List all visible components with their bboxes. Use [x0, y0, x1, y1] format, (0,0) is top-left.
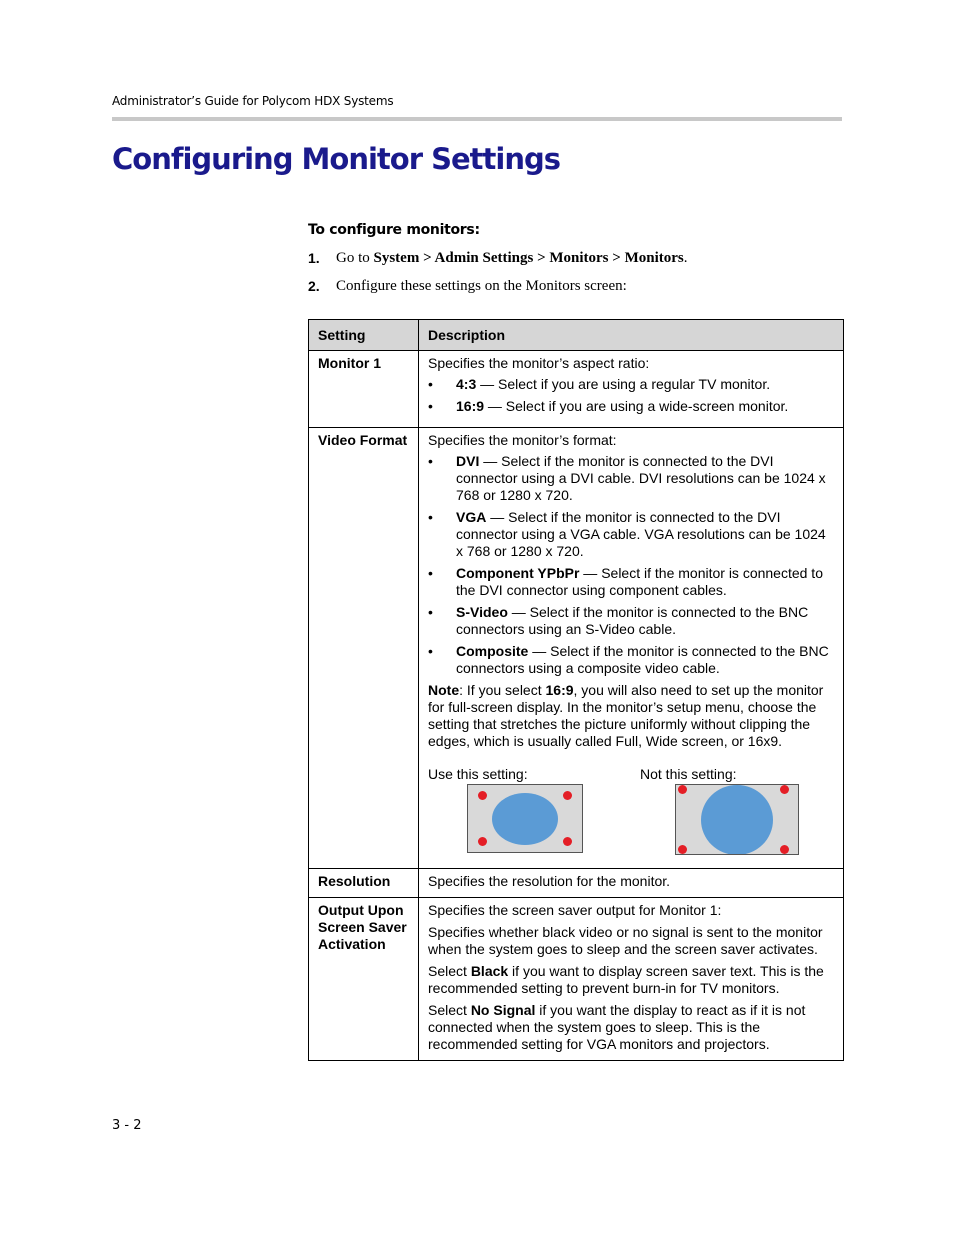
- use-setting-label: Use this setting:: [428, 766, 528, 782]
- correct-aspect-image: [467, 784, 583, 853]
- option-text: — Select if you are using a regular TV monitor.: [476, 376, 771, 392]
- description-paragraph: Specifies whether black video or no signal is sent to the monitor when the system goes to sleep and the screen saver activates.: [428, 924, 823, 957]
- header-rule: [112, 117, 842, 121]
- option-item: [428, 604, 834, 638]
- setting-description: [419, 898, 844, 1061]
- option-text: — Select if the monitor is connected to the DVI connector using a VGA cable. VGA resolutions can be 1024 x 768 or 1280 x 720.: [456, 509, 826, 559]
- option-text: — Select if the monitor is connected to the DVI connector using a DVI cable. DVI resolutions can be 1024 x 768 or 1280 x 720.: [456, 453, 826, 503]
- setting-description: [419, 428, 844, 869]
- note-term: 16:9: [545, 682, 574, 698]
- corner-dot: [478, 791, 487, 800]
- option-text: — Select if you are using a wide-screen monitor.: [484, 398, 789, 414]
- table-row-video-format: [309, 428, 844, 869]
- option-term: No Signal: [470, 1002, 536, 1018]
- para-text: if you want the display to react as if it is not connected when the system goes to sleep. This is the recommended setting for VGA monitors and projectors.: [428, 1002, 806, 1052]
- picture-oval: [701, 785, 773, 855]
- corner-dot: [478, 837, 487, 846]
- corner-dot: [780, 785, 789, 794]
- option-term: Component YPbPr: [456, 565, 580, 581]
- note-text: , you will also need to set up the monitor for full-screen display. In the monitor’s setup menu, choose the setting that stretches the picture uniformly without clipping the edges, which is usually called Full, Wide screen, or 16x9.: [428, 682, 824, 749]
- option-text: — Select if the monitor is connected to the BNC connectors using an S-Video cable.: [456, 604, 809, 637]
- option-list: [428, 376, 834, 415]
- step-end: .: [683, 250, 688, 266]
- step-number: 1.: [308, 250, 320, 266]
- option-item: [428, 376, 834, 393]
- option-item: [428, 643, 834, 677]
- para-text: Select: [428, 1002, 471, 1018]
- setting-description: Specifies the resolution for the monitor.: [419, 869, 844, 898]
- table-header-row: [309, 320, 844, 351]
- option-text: — Select if the monitor is connected to the DVI connector using component cables.: [456, 565, 823, 598]
- description-intro: Specifies the screen saver output for Monitor 1:: [428, 902, 722, 918]
- option-term: S-Video: [456, 604, 508, 620]
- step-lead: Go to: [336, 250, 374, 266]
- setting-name: Resolution: [309, 869, 419, 898]
- settings-table: [308, 319, 844, 1061]
- table-row-resolution: [309, 869, 844, 898]
- option-list: [428, 453, 834, 677]
- description-intro: Specifies the monitor’s aspect ratio:: [428, 355, 650, 371]
- para-text: Select: [428, 963, 471, 979]
- option-term: Composite: [456, 643, 529, 659]
- para-text: if you want to display screen saver text. This is the recommended setting to prevent burn-in for TV monitors.: [428, 963, 824, 996]
- corner-dot: [780, 845, 789, 854]
- option-term: 4:3: [456, 376, 477, 392]
- incorrect-aspect-image: [675, 784, 799, 855]
- note-paragraph: [428, 682, 834, 750]
- step-text: [336, 250, 687, 267]
- option-text: — Select if the monitor is connected to the BNC connectors using a composite video cable.: [456, 643, 829, 676]
- corner-dot: [563, 837, 572, 846]
- aspect-illustration: [428, 766, 834, 861]
- description-paragraph: [428, 963, 834, 997]
- menu-path: System > Admin Settings > Monitors > Monitors: [373, 250, 684, 266]
- page-number: 3 - 2: [112, 1118, 142, 1133]
- option-term: 16:9: [456, 398, 485, 414]
- step-text: Configure these settings on the Monitors screen:: [336, 278, 627, 294]
- table-row-monitor-1: [309, 351, 844, 428]
- step-number: 2.: [308, 278, 320, 294]
- option-item: [428, 398, 834, 415]
- corner-dot: [678, 785, 687, 794]
- note-text: : If you select: [459, 682, 546, 698]
- option-item: [428, 565, 834, 599]
- column-header-setting: Setting: [309, 320, 419, 351]
- corner-dot: [563, 791, 572, 800]
- option-term: Black: [470, 963, 509, 979]
- procedure-heading: To configure monitors:: [308, 222, 480, 238]
- option-item: [428, 453, 834, 504]
- column-header-description: Description: [419, 320, 844, 351]
- setting-name: Output Upon Screen Saver Activation: [309, 898, 419, 1061]
- table-row-screen-saver: [309, 898, 844, 1061]
- setting-description: [419, 351, 844, 428]
- note-label: Note: [428, 682, 460, 698]
- page-title: Configuring Monitor Settings: [112, 142, 560, 176]
- picture-oval: [492, 793, 558, 845]
- option-term: DVI: [456, 453, 480, 469]
- setting-name: Video Format: [309, 428, 419, 869]
- description-paragraph: [428, 1002, 834, 1053]
- not-setting-label: Not this setting:: [640, 766, 737, 782]
- option-term: VGA: [456, 509, 487, 525]
- running-header: Administrator’s Guide for Polycom HDX Systems: [112, 94, 394, 108]
- corner-dot: [678, 845, 687, 854]
- description-intro: Specifies the monitor’s format:: [428, 432, 617, 448]
- setting-name: Monitor 1: [309, 351, 419, 428]
- option-item: [428, 509, 834, 560]
